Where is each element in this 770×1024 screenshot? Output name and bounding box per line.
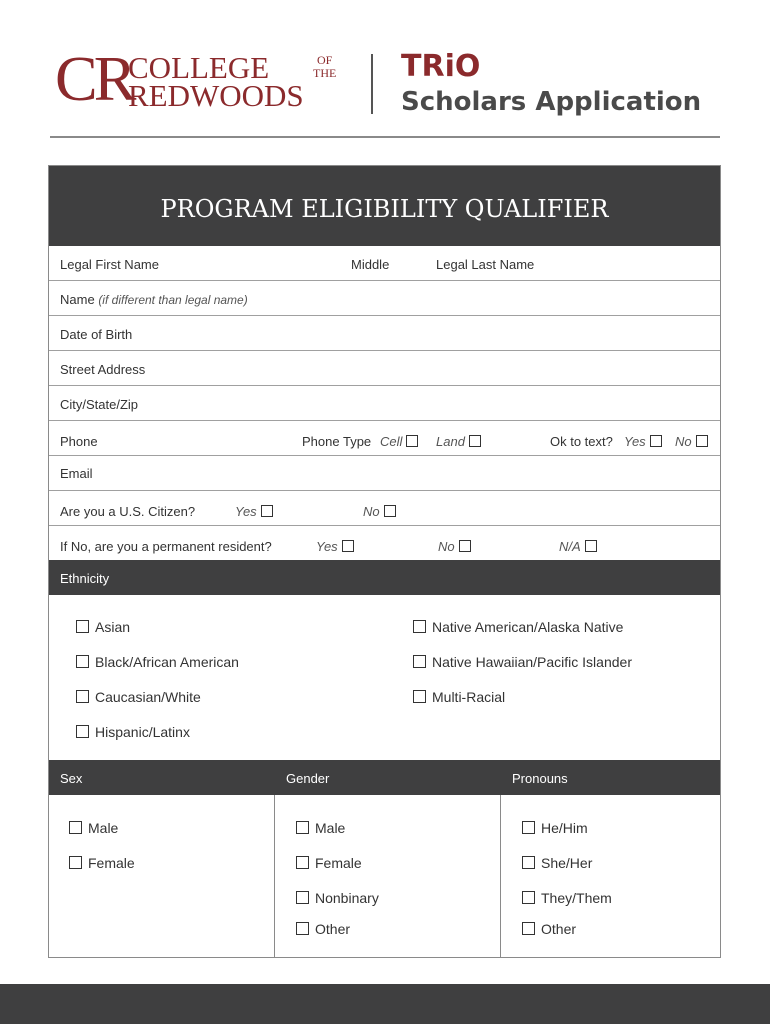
row-permanent-resident (49, 526, 720, 560)
text-yes-option (624, 434, 662, 449)
middle-name-label: Middle (351, 257, 390, 272)
checkbox[interactable] (413, 690, 426, 703)
citizen-no-text: No (363, 504, 380, 519)
land-text: Land (436, 434, 465, 449)
option-label: Caucasian/White (95, 689, 201, 705)
text-no-option (675, 434, 708, 449)
phone-land-option (436, 434, 481, 449)
checkbox[interactable] (413, 620, 426, 633)
citizen-yes-checkbox[interactable] (261, 505, 273, 517)
option-label: Male (315, 820, 346, 836)
checkbox[interactable] (69, 856, 82, 869)
name-label-text: Name (60, 292, 95, 307)
logo-cr-monogram: CR (55, 43, 133, 114)
checkbox[interactable] (76, 655, 89, 668)
option-label: Black/African American (95, 654, 239, 670)
form-title: PROGRAM ELIGIBILITY QUALIFIER (160, 195, 609, 223)
gender-options (275, 795, 500, 957)
citizen-yes-text: Yes (235, 504, 257, 519)
ethnicity-caucasian[interactable] (76, 689, 201, 705)
street-label: Street Address (60, 362, 146, 377)
text-yes-checkbox[interactable] (650, 435, 662, 447)
sex-male[interactable] (69, 820, 118, 836)
perm-no-checkbox[interactable] (459, 540, 471, 552)
email-label: Email (60, 466, 93, 481)
ethnicity-options (49, 595, 720, 760)
gender-male[interactable] (296, 820, 345, 836)
row-phone[interactable] (49, 421, 720, 456)
ethnicity-hispanic[interactable] (76, 724, 190, 740)
text-no-text: No (675, 434, 692, 449)
citizen-no-checkbox[interactable] (384, 505, 396, 517)
row-legal-name[interactable] (49, 246, 720, 281)
checkbox[interactable] (296, 821, 309, 834)
ethnicity-asian[interactable] (76, 619, 130, 635)
row-city-state-zip[interactable] (49, 386, 720, 421)
checkbox[interactable] (522, 891, 535, 904)
option-label: Male (88, 820, 119, 836)
option-label: Female (315, 855, 362, 871)
checkbox[interactable] (296, 922, 309, 935)
checkbox[interactable] (522, 821, 535, 834)
option-label: Hispanic/Latinx (95, 724, 190, 740)
pronouns-header: Pronouns (512, 771, 568, 786)
perm-no-text: No (438, 539, 455, 554)
citizen-label: Are you a U.S. Citizen? (60, 504, 196, 519)
option-label: Female (88, 855, 135, 871)
pronoun-she-her[interactable] (522, 855, 592, 871)
option-label: Other (315, 921, 351, 937)
ethnicity-native-american[interactable] (413, 619, 623, 635)
checkbox[interactable] (69, 821, 82, 834)
legal-first-name-label: Legal First Name (60, 257, 159, 272)
checkbox[interactable] (413, 655, 426, 668)
cell-text: Cell (380, 434, 403, 449)
citizen-no-option (363, 504, 396, 519)
checkbox[interactable] (76, 690, 89, 703)
sex-female[interactable] (69, 855, 135, 871)
option-label: Native American/Alaska Native (432, 619, 624, 635)
ethnicity-native-hawaiian[interactable] (413, 654, 632, 670)
text-yes-text: Yes (624, 434, 646, 449)
row-date-of-birth[interactable] (49, 316, 720, 351)
phone-type-label: Phone Type (302, 434, 372, 449)
citizen-yes-option (235, 504, 273, 519)
footer-bar (0, 984, 770, 1024)
name-hint: (if different than legal name) (98, 293, 248, 307)
option-label: She/Her (541, 855, 593, 871)
phone-cell-option (380, 434, 418, 449)
pronoun-they-them[interactable] (522, 890, 612, 906)
checkbox[interactable] (522, 856, 535, 869)
pronoun-options (501, 795, 720, 957)
checkbox[interactable] (76, 620, 89, 633)
dob-label: Date of Birth (60, 327, 133, 342)
gender-other[interactable] (296, 921, 350, 937)
perm-na-option (559, 539, 597, 554)
phone-label: Phone (60, 434, 98, 449)
ethnicity-header-bar (49, 560, 720, 595)
row-email[interactable] (49, 456, 720, 491)
city-label: City/State/Zip (60, 397, 139, 412)
legal-last-name-label: Legal Last Name (436, 257, 535, 272)
pronoun-other[interactable] (522, 921, 576, 937)
option-label: They/Them (541, 890, 612, 906)
logo-college: COLLEGE (128, 50, 270, 85)
perm-res-label: If No, are you a permanent resident? (60, 539, 272, 554)
program-name: TRiO (401, 49, 481, 84)
row-street-address[interactable] (49, 351, 720, 386)
option-label: Native Hawaiian/Pacific Islander (432, 654, 632, 670)
ok-to-text-label: Ok to text? (550, 434, 613, 449)
text-no-checkbox[interactable] (696, 435, 708, 447)
perm-na-checkbox[interactable] (585, 540, 597, 552)
checkbox[interactable] (76, 725, 89, 738)
perm-yes-text: Yes (316, 539, 338, 554)
gender-header: Gender (286, 771, 330, 786)
perm-yes-checkbox[interactable] (342, 540, 354, 552)
ethnicity-header: Ethnicity (60, 571, 110, 586)
logo-redwoods: REDWOODS (128, 78, 304, 113)
checkbox[interactable] (522, 922, 535, 935)
form-title-bar (49, 166, 720, 246)
pronoun-he-him[interactable] (522, 820, 588, 836)
checkbox[interactable] (296, 891, 309, 904)
header-rule (50, 136, 720, 138)
option-label: Nonbinary (315, 890, 379, 906)
gender-nonbinary[interactable] (296, 890, 379, 906)
demographics-header-bar (49, 760, 720, 795)
land-checkbox[interactable] (469, 435, 481, 447)
logo-the: THE (313, 66, 337, 80)
checkbox[interactable] (296, 856, 309, 869)
cell-checkbox[interactable] (406, 435, 418, 447)
perm-na-text: N/A (559, 539, 581, 554)
header-divider (371, 54, 373, 114)
sex-options (49, 795, 274, 957)
option-label: Other (541, 921, 577, 937)
option-label: Multi-Racial (432, 689, 506, 705)
name-label (60, 292, 248, 307)
logo-of-the (313, 54, 336, 80)
option-label: Asian (95, 619, 131, 635)
perm-yes-option (316, 539, 354, 554)
gender-female[interactable] (296, 855, 362, 871)
logo-of: OF (316, 53, 333, 67)
sex-header: Sex (60, 771, 83, 786)
row-preferred-name[interactable] (49, 281, 720, 316)
row-citizen (49, 491, 720, 526)
ethnicity-black[interactable] (76, 654, 239, 670)
page-subtitle: Scholars Application (401, 87, 702, 117)
ethnicity-multi-racial[interactable] (413, 689, 505, 705)
option-label: He/Him (541, 820, 588, 836)
perm-no-option (438, 539, 471, 554)
